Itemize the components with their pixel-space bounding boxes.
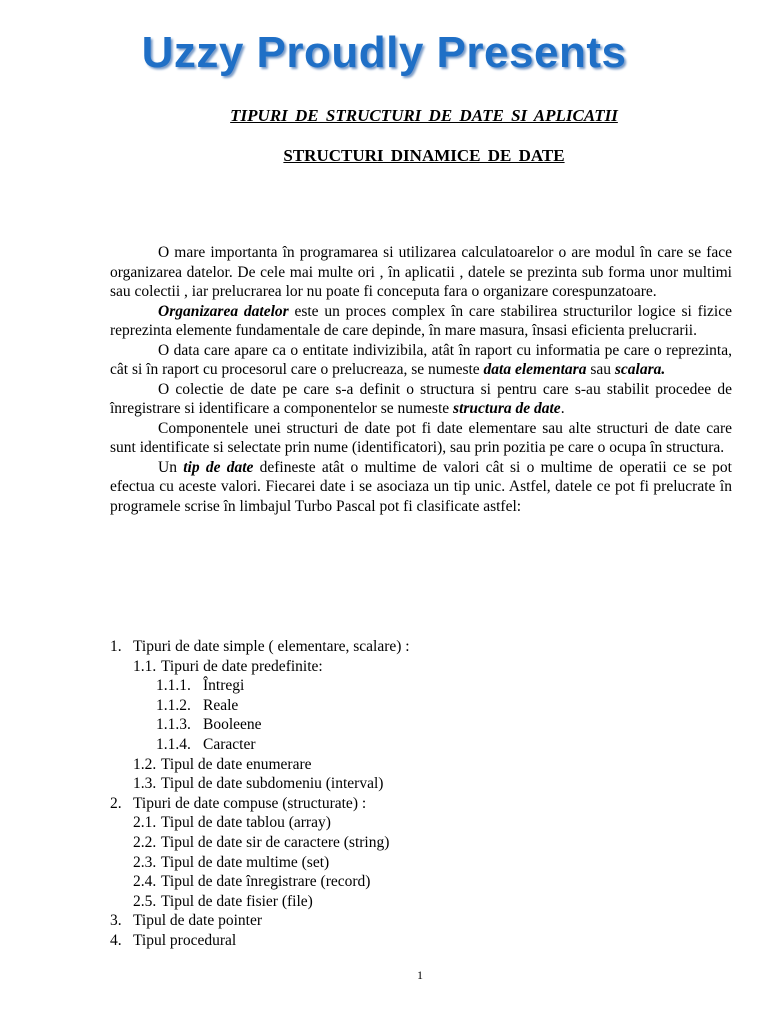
list-item: 2.3. Tipul de date multime (set): [133, 853, 330, 871]
paragraph-1: O mare importanta în programarea si utilizarea calculatoarelor o are modul în care se face organizarea datelor. De cele mai multe ori , în aplicatii , datele se prezinta sub forma unor multimi sau colectii , iar prelucrarea lor nu poate fi conceputa fara o organizare corespunzatoare.: [110, 244, 732, 300]
paragraph-5: Componentele unei structuri de date pot fi date elementare sau alte structuri de date care sunt identificate si selectate prin nume (identificatori), sau prin pozitia pe care o ocupa în structura.: [110, 419, 732, 456]
list-item: 1.1.2. Reale: [156, 696, 239, 714]
list-item: 2.5. Tipul de date fisier (file): [133, 892, 313, 910]
document-title: TIPURI DE STRUCTURI DE DATE SI APLICATII: [230, 106, 618, 125]
term-organizarea-datelor: Organizarea datelor: [158, 302, 289, 320]
term-scalara: scalara.: [614, 361, 666, 378]
term-structura-de-date: structura de date: [453, 400, 561, 417]
body-text: [110, 243, 732, 516]
paragraph-3: O data care apare ca o entitate indivizibila, atât în raport cu informatia pe care o reprezinta, cât si în raport cu procesorul care o prelucreaza, se numeste data elementara sau scalara.: [110, 341, 732, 378]
list-item: 1.3. Tipul de date subdomeniu (interval): [133, 775, 384, 793]
type-classification-list: [110, 637, 710, 951]
paragraph-4: O colectie de date pe care s-a definit o structura si pentru care s-au stabilit procedee de înregistrare si identificare a componentelor se numeste structura de date.: [110, 380, 732, 417]
list-item: 1.1.4. Caracter: [156, 735, 256, 753]
list-item: 2.2. Tipul de date sir de caractere (string): [133, 833, 390, 851]
term-tip-de-date: tip de date: [183, 458, 254, 476]
list-item: 1.2. Tipul de date enumerare: [133, 755, 312, 773]
page-number: 1: [417, 968, 423, 982]
list-item: 4. Tipul procedural: [110, 931, 237, 949]
list-item: 2. Tipuri de date compuse (structurate) :: [110, 794, 367, 812]
list-item: 1. Tipuri de date simple ( elementare, scalare) :: [110, 638, 410, 655]
term-data-elementara: data elementara: [483, 361, 587, 378]
list-item: 2.4. Tipul de date înregistrare (record): [133, 873, 371, 891]
list-item: 1.1. Tipuri de date predefinite:: [133, 657, 323, 675]
list-item: 1.1.3. Booleene: [156, 716, 262, 734]
paragraph-2: Organizarea datelor este un proces complex în care stabilirea structurilor logice si fizice reprezinta elemente fundamentale de care depinde, în mare masura, însasi eficienta prelucrarii.: [110, 302, 732, 339]
paragraph-6: Un tip de date defineste atât o multime de valori cât si o multime de operatii ce se pot efectua cu aceste valori. Fiecarei date i se asociaza un tip unic. Astfel, datele ce pot fi prelucrate în programele scrise în limbajul Turbo Pascal pot fi clasificate astfel:: [110, 458, 732, 515]
list-item: 2.1. Tipul de date tablou (array): [133, 814, 331, 832]
document-subtitle: STRUCTURI DINAMICE DE DATE: [283, 146, 565, 165]
banner-heading: Uzzy Proudly Presents: [141, 28, 627, 77]
list-item: 1.1.1. Întregi: [156, 677, 245, 695]
list-item: 3. Tipul de date pointer: [110, 912, 263, 930]
